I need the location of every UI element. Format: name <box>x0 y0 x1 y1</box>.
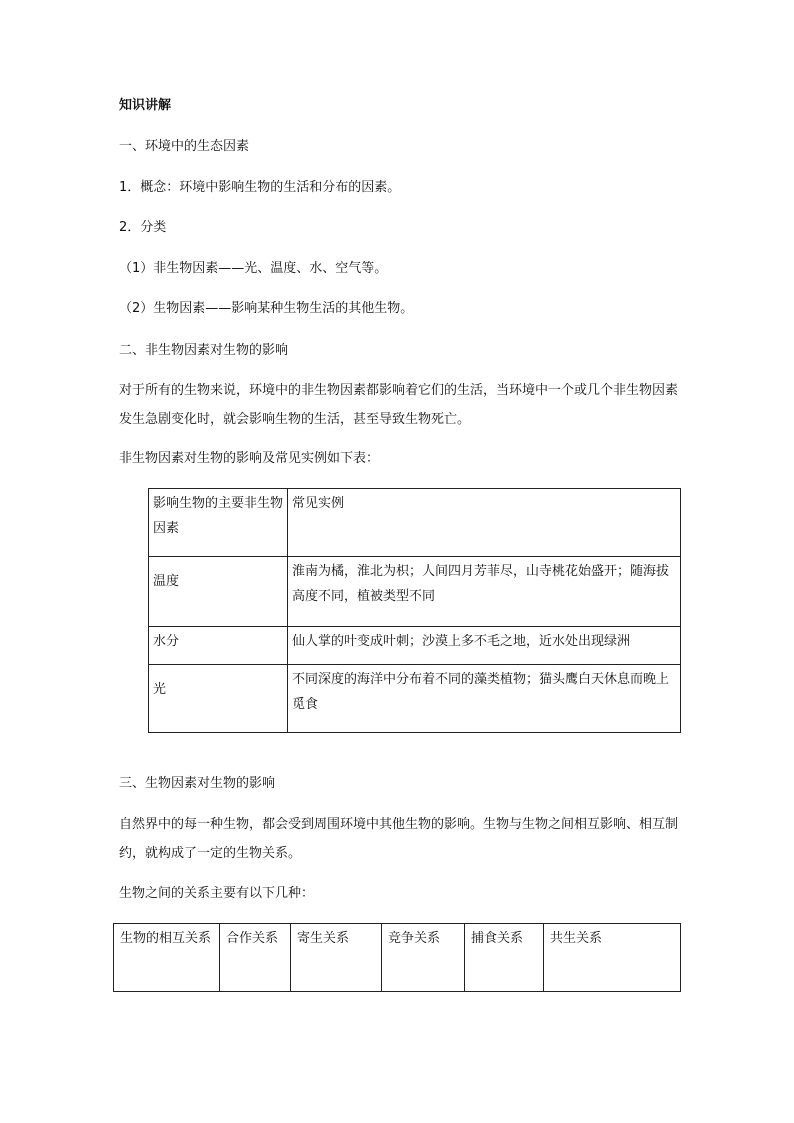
table-cell: 合作关系 <box>220 924 291 992</box>
table-row <box>149 627 681 665</box>
section3-title: 三、生物因素对生物的影响 <box>119 776 276 791</box>
section3-paragraph: 自然界中的每一种生物，都会受到周围环境中其他生物的影响。生物与生物之间相互影响、相互制约，就构成了一定的生物关系。 <box>119 817 679 861</box>
table-cell: 不同深度的海洋中分布着不同的藻类植物；猫头鹰白天休息而晚上觅食 <box>288 665 681 733</box>
section2-paragraph: 对于所有的生物来说，环境中的非生物因素都影响着它们的生活，当环境中一个或几个非生物因素发生急剧变化时，就会影响生物的生活，甚至导致生物死亡。 <box>119 383 679 427</box>
table-cell: 寄生关系 <box>291 924 382 992</box>
table-cell: 淮南为橘，淮北为枳；人间四月芳菲尽，山寺桃花始盛开；随海拔高度不同，植被类型不同 <box>288 557 681 627</box>
section3-table-intro: 生物之间的关系主要有以下几种： <box>119 886 315 901</box>
section1-title: 一、环境中的生态因素 <box>119 139 250 154</box>
table-row <box>149 665 681 733</box>
table-row <box>149 557 681 627</box>
table-row <box>114 924 681 992</box>
section1-item2: 2．分类 <box>119 220 167 235</box>
table-cell: 竞争关系 <box>382 924 465 992</box>
table-cell: 捕食关系 <box>465 924 544 992</box>
table-cell: 生物的相互关系 <box>114 924 220 992</box>
table-cell: 水分 <box>149 627 288 665</box>
table-header-cell: 影响生物的主要非生物因素 <box>149 489 288 557</box>
section2-title: 二、非生物因素对生物的影响 <box>119 343 289 358</box>
table-cell: 共生关系 <box>544 924 681 992</box>
section1-sub2: （2）生物因素——影响某种生物生活的其他生物。 <box>119 301 414 316</box>
biotic-relations-table <box>113 923 681 992</box>
section1-sub1: （1）非生物因素——光、温度、水、空气等。 <box>119 261 388 276</box>
table-header-row <box>149 489 681 557</box>
page-heading: 知识讲解 <box>119 98 172 113</box>
table-header-cell: 常见实例 <box>288 489 681 557</box>
table-cell: 温度 <box>149 557 288 627</box>
abiotic-factors-table <box>148 488 681 733</box>
section2-table-intro: 非生物因素对生物的影响及常见实例如下表： <box>119 451 380 466</box>
table-cell: 光 <box>149 665 288 733</box>
section1-item1: 1．概念：环境中影响生物的生活和分布的因素。 <box>119 180 401 195</box>
table-cell: 仙人掌的叶变成叶刺；沙漠上多不毛之地，近水处出现绿洲 <box>288 627 681 665</box>
